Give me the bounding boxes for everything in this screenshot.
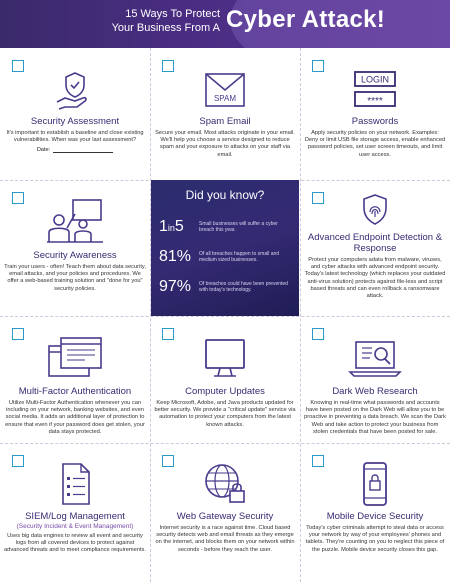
date-label: Date: (36, 147, 51, 154)
card-title: Security Assessment (30, 116, 120, 127)
stat-number-main: 1 (159, 218, 168, 235)
checkbox[interactable] (162, 60, 174, 72)
card-siem-log-management (0, 443, 150, 582)
card-spam-email (150, 48, 300, 180)
header-title: Cyber Attack! (226, 6, 386, 33)
header-line-1: 15 Ways To Protect (125, 8, 220, 20)
card-body: Secure your email. Most attacks originate in your email. We'll help you choose a service designed to reduce spam and your exposure to attacks on your staff via email. (155, 130, 295, 158)
card-computer-updates (150, 316, 300, 443)
hand-shield-icon (53, 68, 97, 112)
card-title: Advanced Endpoint Detection & Response (307, 232, 443, 254)
card-security-assessment (0, 48, 150, 180)
stat-item (159, 218, 291, 236)
card-body: Utilize Multi-Factor Authentication whenever you can including on your network, banking websites, and even social media. It adds an additional layer of protection to ensure that even if your password does get stolen, your data stays protected. (5, 400, 145, 435)
stat-item (159, 278, 291, 296)
spam-envelope-icon (202, 68, 248, 112)
password-mask: **** (367, 96, 383, 107)
card-body: Apply security policies on your network. Examples: Deny or limit USB file storage access, enable enhanced password policies, set user screen timeouts, and limit user access. (304, 130, 446, 158)
monitor-icon (200, 334, 250, 382)
header-subtitle (102, 7, 220, 35)
card-multi-factor-authentication (0, 316, 150, 443)
card-body: Internet security is a race against time. Cloud based security detects web and email threats as they emerge on the internet, and blocks them on your network within seconds - before they reach the user. (155, 525, 295, 553)
presenter-training-icon (45, 196, 105, 246)
card-body: Protect your computers adata from malware, viruses, and cyber attacks with advanced endpoint security. Today's latest technology (which replaces your outdated anti-virus solution) protects against file-less and script based threats and can even rollback a ransomware attack. (304, 257, 446, 300)
checkbox[interactable] (312, 328, 324, 340)
card-body: It's important to establish a baseline and close existing vulnerabilities. When was your last assessment? (6, 130, 144, 144)
checkbox[interactable] (12, 192, 24, 204)
card-title: Mobile Device Security (326, 511, 424, 522)
laptop-search-icon (348, 334, 402, 382)
card-title: Spam Email (199, 116, 251, 127)
card-body: Today's cyber criminals attempt to steal data or access your network by way of your employees' phones and tablets. They're counting on you to neglect this piece of the puzzle. Mobile device security closes this gap. (305, 525, 445, 553)
did-you-know-title: Did you know? (185, 188, 265, 202)
card-mobile-device-security (300, 443, 450, 582)
date-line (53, 152, 113, 153)
card-body: Train your users - often! Teach them about data security, email attacks, and your policies and procedures. We offer a web-based training solution and "done for you" security policies. (4, 264, 146, 292)
card-web-gateway-security (150, 443, 300, 582)
stat-number-tail: 5 (174, 218, 184, 235)
card-dark-web-research (300, 316, 450, 443)
stat-text: Of breaches could have been prevented with today's technology. (199, 280, 288, 293)
globe-lock-icon (202, 461, 248, 507)
card-title: Dark Web Research (332, 386, 418, 397)
stat-number: 97% (159, 278, 192, 295)
card-body: Knowing in real-time what passwords and accounts have been posted on the Dark Web will allow you to be proactive in preventing a data breach. We scan the Dark Web and take action to protect your business from stolen credentials that have been posted for sale. (304, 400, 446, 435)
card-subtitle: (Security Incident & Event Management) (16, 523, 134, 530)
fingerprint-shield-icon (355, 192, 395, 228)
card-title: Multi-Factor Authentication (18, 386, 132, 397)
phone-lock-icon (360, 461, 390, 507)
checkbox[interactable] (312, 60, 324, 72)
header-banner (0, 0, 450, 48)
stat-text: Of all breaches happen to small and medium sized businesses. (199, 250, 280, 263)
date-field[interactable] (4, 147, 146, 153)
checkbox[interactable] (162, 455, 174, 467)
stat-number (159, 218, 199, 236)
checkbox[interactable] (12, 328, 24, 340)
login-label: LOGIN (360, 74, 390, 85)
card-title: Security Awareness (33, 250, 117, 261)
card-title: Web Gateway Security (176, 511, 274, 522)
browser-windows-icon (45, 334, 105, 382)
stat-item (159, 248, 291, 266)
checkbox[interactable] (12, 455, 24, 467)
card-body: Uses big data engines to review all event and security logs from all covered devices to protect against advanced threats and to meet compliance requirements. (4, 533, 146, 554)
did-you-know-panel (151, 180, 299, 316)
card-title: Passwords (351, 116, 399, 127)
checkbox[interactable] (12, 60, 24, 72)
header-line-2: Your Business From A (111, 22, 220, 34)
card-security-awareness (0, 180, 150, 316)
stat-number-small: in (167, 223, 175, 233)
card-passwords (300, 48, 450, 180)
checkbox[interactable] (312, 192, 324, 204)
stat-text: Small businesses will suffer a cyber breach this year. (199, 220, 278, 233)
spam-label: SPAM (213, 94, 237, 103)
checkbox[interactable] (162, 328, 174, 340)
card-title: SIEM/Log Management (25, 511, 125, 522)
card-title: Computer Updates (185, 386, 265, 397)
checkbox[interactable] (312, 455, 324, 467)
card-advanced-endpoint (300, 180, 450, 316)
login-password-icon (347, 68, 403, 112)
document-list-icon (55, 461, 95, 507)
card-body: Keep Microsoft, Adobe, and Java products updated for better security. We provide a "critical update" service via automation to protect your computers from the latest known attacks. (154, 400, 296, 428)
stat-number: 81% (159, 248, 192, 265)
